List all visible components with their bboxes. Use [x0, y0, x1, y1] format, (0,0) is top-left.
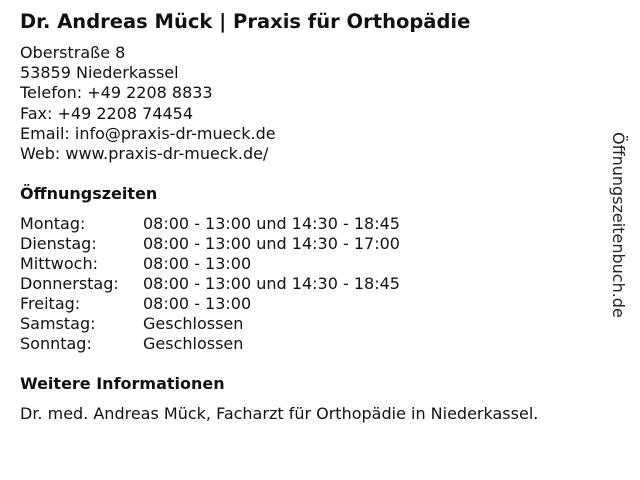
hours-row-saturday	[20, 314, 400, 334]
hours-time: Geschlossen	[143, 334, 244, 353]
address-email: Email: info@praxis-dr-mueck.de	[20, 123, 276, 143]
hours-day: Donnerstag:	[20, 274, 119, 293]
address-fax: Fax: +49 2208 74454	[20, 103, 194, 123]
hours-time: Geschlossen	[143, 314, 244, 333]
hours-time: 08:00 - 13:00	[143, 294, 252, 313]
hours-day: Sonntag:	[20, 334, 92, 353]
further-info-text: Dr. med. Andreas Mück, Facharzt für Orthopädie in Niederkassel.	[20, 404, 539, 423]
hours-day: Samstag:	[20, 314, 96, 333]
hours-row-wednesday	[20, 254, 400, 274]
address-block	[20, 43, 276, 164]
address-street: Oberstraße 8	[20, 43, 126, 62]
opening-hours-table	[20, 214, 400, 354]
hours-day: Montag:	[20, 214, 86, 233]
address-phone: Telefon: +49 2208 8833	[20, 83, 213, 103]
address-web: Web: www.praxis-dr-mueck.de/	[20, 144, 269, 164]
hours-day: Dienstag:	[20, 234, 97, 253]
address-city: 53859 Niederkassel	[20, 63, 179, 83]
hours-time: 08:00 - 13:00 und 14:30 - 17:00	[143, 234, 400, 253]
hours-time: 08:00 - 13:00	[143, 254, 252, 273]
opening-hours-heading: Öffnungszeiten	[20, 184, 158, 203]
hours-time: 08:00 - 13:00 und 14:30 - 18:45	[143, 214, 400, 233]
side-watermark-label: Öffnungszeitenbuch.de	[609, 132, 628, 318]
hours-row-sunday	[20, 334, 400, 354]
hours-row-monday	[20, 214, 400, 234]
further-info-heading: Weitere Informationen	[20, 374, 225, 393]
hours-day: Mittwoch:	[20, 254, 98, 273]
hours-row-friday	[20, 294, 400, 314]
hours-time: 08:00 - 13:00 und 14:30 - 18:45	[143, 274, 400, 293]
page-title: Dr. Andreas Mück | Praxis für Orthopädie	[20, 10, 471, 33]
hours-row-thursday	[20, 274, 400, 294]
hours-day: Freitag:	[20, 294, 81, 313]
hours-row-tuesday	[20, 234, 400, 254]
